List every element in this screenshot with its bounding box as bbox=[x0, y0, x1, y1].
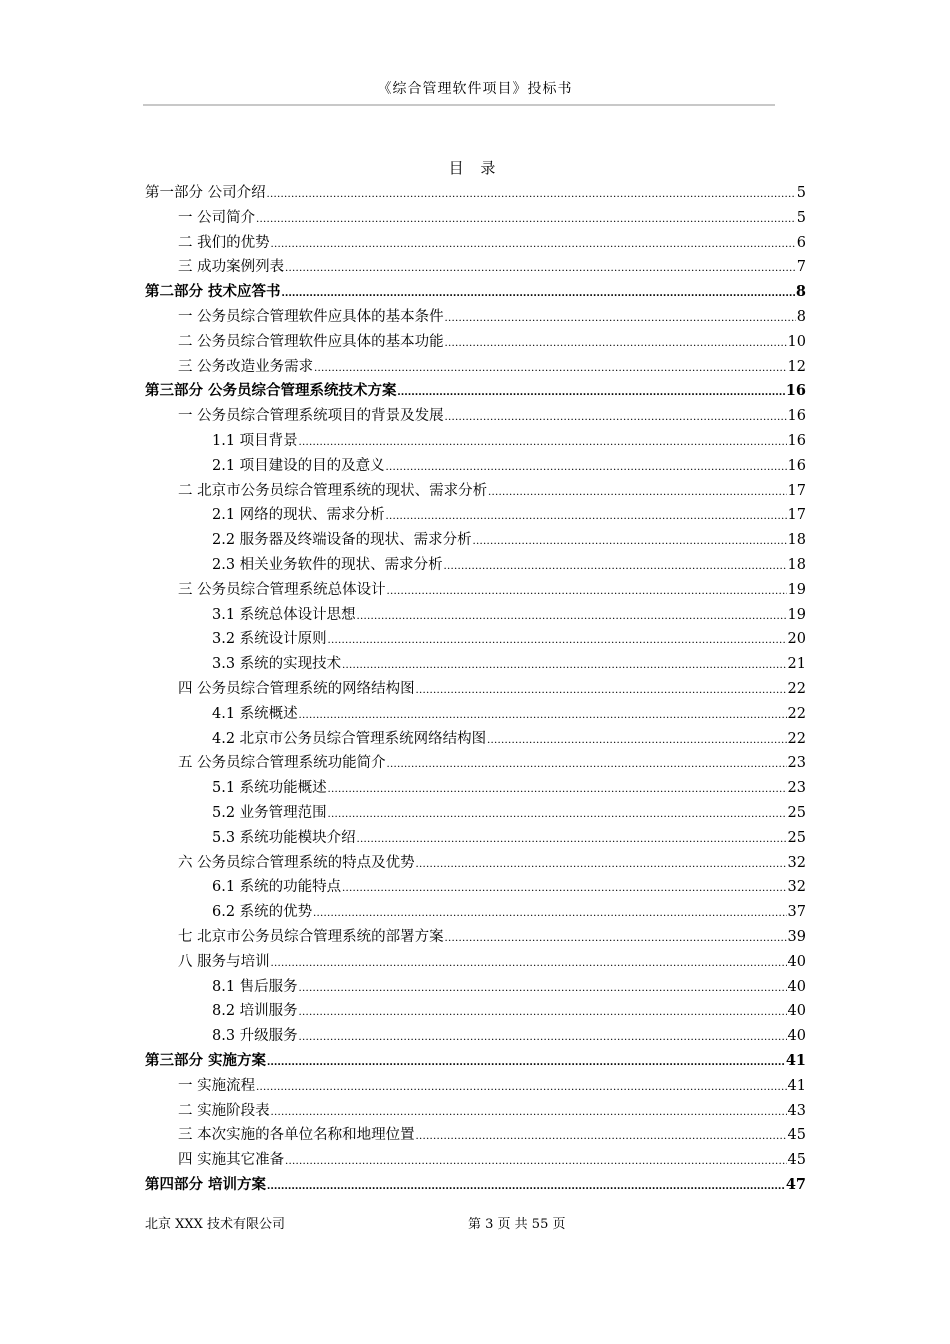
toc-dot-leader bbox=[386, 503, 787, 527]
toc-entry-page: 19 bbox=[787, 581, 806, 598]
toc-dot-leader bbox=[445, 330, 787, 354]
toc-entry-page: 18 bbox=[787, 557, 806, 573]
toc-dot-leader bbox=[271, 1099, 787, 1123]
toc-dot-leader bbox=[398, 379, 785, 403]
toc-entry-page: 17 bbox=[787, 482, 806, 499]
toc-entry-page: 40 bbox=[787, 1028, 806, 1045]
toc-entry-label: 2.2 服务器及终端设备的现状、需求分析 bbox=[212, 532, 472, 549]
toc-dot-leader bbox=[328, 801, 787, 825]
toc-entry-label: 8.3 升级服务 bbox=[212, 1028, 298, 1045]
toc-entry[interactable] bbox=[178, 231, 806, 255]
toc-entry-page: 20 bbox=[787, 631, 806, 648]
toc-entry-page: 41 bbox=[787, 1077, 806, 1094]
toc-dot-leader bbox=[314, 355, 786, 379]
toc-entry-page: 45 bbox=[787, 1127, 806, 1144]
toc-entry[interactable] bbox=[178, 950, 806, 974]
toc-entry-label: 第三部分 实施方案 bbox=[145, 1052, 267, 1069]
toc-entry-page: 25 bbox=[787, 829, 806, 846]
footer-company: 北京 XXX 技术有限公司 bbox=[145, 1217, 286, 1232]
toc-entry[interactable] bbox=[212, 1024, 806, 1048]
toc-entry-label: 第三部分 公务员综合管理系统技术方案 bbox=[145, 382, 397, 400]
toc-dot-leader bbox=[487, 727, 786, 751]
toc-entry[interactable] bbox=[178, 1099, 806, 1123]
toc-entry-page: 47 bbox=[785, 1176, 806, 1193]
toc-dot-leader bbox=[271, 950, 787, 974]
toc-entry-label: 4.1 系统概述 bbox=[212, 705, 298, 722]
toc-dot-leader bbox=[267, 181, 796, 205]
toc-entry[interactable] bbox=[178, 851, 806, 875]
toc-entry-label: 二 北京市公务员综合管理系统的现状、需求分析 bbox=[178, 482, 488, 499]
toc-entry[interactable] bbox=[212, 975, 806, 999]
toc-entry[interactable] bbox=[145, 280, 806, 304]
toc-entry-page: 23 bbox=[787, 755, 806, 772]
toc-entry[interactable] bbox=[178, 578, 806, 602]
toc-dot-leader bbox=[328, 776, 787, 800]
document-header-title: 《综合管理软件项目》投标书 bbox=[377, 81, 573, 97]
toc-dot-leader bbox=[473, 528, 787, 552]
toc-entry[interactable] bbox=[212, 454, 806, 478]
toc-entry[interactable] bbox=[145, 1173, 806, 1197]
toc-dot-leader bbox=[256, 206, 796, 230]
toc-dot-leader bbox=[299, 975, 787, 999]
toc-entry-page: 16 bbox=[787, 433, 806, 449]
toc-entry[interactable] bbox=[212, 652, 806, 676]
toc-dot-leader bbox=[386, 454, 787, 478]
toc-dot-leader bbox=[357, 603, 787, 627]
toc-dot-leader bbox=[299, 702, 787, 726]
toc-dot-leader bbox=[342, 652, 786, 676]
toc-entry-label: 七 北京市公务员综合管理系统的部署方案 bbox=[178, 929, 444, 945]
toc-entry-label: 6.1 系统的功能特点 bbox=[212, 879, 342, 896]
toc-entry-page: 19 bbox=[787, 606, 806, 623]
toc-dot-leader bbox=[416, 1123, 787, 1147]
footer-page-info: 第 3 页 共 55 页 bbox=[468, 1217, 566, 1232]
toc-entry[interactable] bbox=[212, 627, 806, 651]
toc-entry-label: 三 公务改造业务需求 bbox=[178, 358, 314, 375]
toc-entry-label: 3.1 系统总体设计思想 bbox=[212, 606, 356, 623]
toc-entry-label: 2.1 网络的现状、需求分析 bbox=[212, 507, 385, 524]
toc-entry-page: 18 bbox=[787, 532, 806, 549]
toc-entry-page: 7 bbox=[796, 259, 806, 276]
toc-entry-page: 10 bbox=[787, 333, 806, 350]
toc-entry[interactable] bbox=[212, 900, 806, 924]
toc-entry[interactable] bbox=[212, 702, 806, 726]
toc-entry-page: 37 bbox=[787, 904, 806, 921]
toc-title: 目 录 bbox=[448, 159, 502, 177]
toc-dot-leader bbox=[285, 1148, 786, 1172]
toc-dot-leader bbox=[445, 305, 796, 329]
toc-entry[interactable] bbox=[212, 776, 806, 800]
toc-dot-leader bbox=[299, 999, 787, 1023]
toc-dot-leader bbox=[267, 1049, 785, 1073]
toc-dot-leader bbox=[416, 677, 787, 701]
toc-entry-page: 25 bbox=[787, 805, 806, 821]
toc-entry[interactable] bbox=[212, 801, 806, 825]
toc-entry-label: 八 服务与培训 bbox=[178, 953, 270, 970]
toc-dot-leader bbox=[267, 1173, 785, 1197]
toc-entry-label: 二 公务员综合管理软件应具体的基本功能 bbox=[178, 333, 444, 350]
toc-entry-label: 二 我们的优势 bbox=[178, 234, 270, 251]
toc-entry-label: 8.2 培训服务 bbox=[212, 1003, 298, 1020]
toc-entry-label: 三 成功案例列表 bbox=[178, 259, 285, 276]
toc-entry-label: 6.2 系统的优势 bbox=[212, 904, 313, 921]
toc-entry[interactable] bbox=[145, 181, 806, 205]
toc-entry-page: 43 bbox=[787, 1102, 806, 1119]
toc-entry[interactable] bbox=[178, 305, 806, 329]
toc-dot-leader bbox=[357, 826, 787, 850]
toc-dot-leader bbox=[271, 231, 796, 255]
toc-dot-leader bbox=[445, 404, 787, 428]
toc-entry[interactable] bbox=[178, 330, 806, 354]
toc-entry[interactable] bbox=[178, 255, 806, 279]
toc-entry[interactable] bbox=[178, 751, 806, 775]
toc-entry-label: 四 公务员综合管理系统的网络结构图 bbox=[178, 681, 415, 697]
toc-entry-label: 一 公务员综合管理软件应具体的基本条件 bbox=[178, 309, 444, 325]
toc-entry[interactable] bbox=[145, 1049, 806, 1073]
toc-dot-leader bbox=[488, 479, 786, 503]
toc-entry-page: 16 bbox=[785, 382, 806, 400]
toc-entry-page: 8 bbox=[796, 309, 806, 325]
header-divider bbox=[143, 104, 775, 106]
toc-entry-page: 23 bbox=[787, 780, 806, 797]
toc-entry-page: 39 bbox=[787, 929, 806, 945]
toc-dot-leader bbox=[445, 925, 787, 949]
toc-entry[interactable] bbox=[212, 553, 806, 577]
toc-entry[interactable] bbox=[145, 379, 806, 403]
toc-entry-page: 5 bbox=[796, 209, 806, 226]
toc-entry-label: 一 公务员综合管理系统项目的背景及发展 bbox=[178, 408, 444, 425]
toc-entry-page: 45 bbox=[787, 1152, 806, 1169]
toc-entry-label: 2.1 项目建设的目的及意义 bbox=[212, 457, 385, 474]
toc-entry-label: 六 公务员综合管理系统的特点及优势 bbox=[178, 854, 415, 871]
toc-entry-label: 5.1 系统功能概述 bbox=[212, 780, 327, 797]
toc-entry-label: 一 实施流程 bbox=[178, 1077, 256, 1094]
toc-entry[interactable] bbox=[178, 925, 806, 949]
toc-dot-leader bbox=[313, 900, 786, 924]
toc-entry[interactable] bbox=[178, 1148, 806, 1172]
toc-entry-page: 40 bbox=[787, 1003, 806, 1020]
toc-entry-page: 8 bbox=[795, 283, 806, 301]
toc-dot-leader bbox=[342, 875, 786, 899]
toc-entry-label: 3.2 系统设计原则 bbox=[212, 631, 327, 648]
toc-entry-page: 22 bbox=[787, 681, 806, 697]
toc-entry-page: 16 bbox=[787, 408, 806, 425]
toc-dot-leader bbox=[416, 851, 787, 875]
toc-entry-label: 三 公务员综合管理系统总体设计 bbox=[178, 581, 386, 598]
toc-dot-leader bbox=[444, 553, 787, 577]
toc-entry-label: 四 实施其它准备 bbox=[178, 1152, 285, 1169]
toc-entry[interactable] bbox=[178, 1074, 806, 1098]
toc-entry-label: 三 本次实施的各单位名称和地理位置 bbox=[178, 1127, 415, 1144]
toc-dot-leader bbox=[256, 1074, 786, 1098]
toc-entry-page: 32 bbox=[787, 854, 806, 871]
toc-dot-leader bbox=[299, 429, 787, 453]
toc-dot-leader bbox=[285, 255, 796, 279]
toc-entry[interactable] bbox=[178, 355, 806, 379]
toc-entry-label: 一 公司简介 bbox=[178, 209, 256, 226]
toc-entry-page: 22 bbox=[787, 705, 806, 722]
toc-entry[interactable] bbox=[178, 404, 806, 428]
toc-dot-leader bbox=[299, 1024, 787, 1048]
toc-entry-label: 5.2 业务管理范围 bbox=[212, 805, 327, 821]
toc-entry-label: 第四部分 培训方案 bbox=[145, 1176, 267, 1193]
toc-entry-page: 32 bbox=[787, 879, 806, 896]
toc-dot-leader bbox=[328, 627, 787, 651]
toc-entry-label: 二 实施阶段表 bbox=[178, 1102, 270, 1119]
toc-entry[interactable] bbox=[212, 429, 806, 453]
toc-dot-leader bbox=[282, 280, 795, 304]
toc-entry-label: 五 公务员综合管理系统功能简介 bbox=[178, 755, 386, 772]
toc-entry[interactable] bbox=[212, 503, 806, 527]
toc-entry-label: 5.3 系统功能模块介绍 bbox=[212, 829, 356, 846]
toc-entry[interactable] bbox=[212, 603, 806, 627]
toc-entry[interactable] bbox=[178, 677, 806, 701]
toc-entry-page: 16 bbox=[787, 457, 806, 474]
toc-dot-leader bbox=[387, 578, 787, 602]
toc-entry-page: 12 bbox=[787, 358, 806, 375]
toc-entry-page: 5 bbox=[796, 185, 806, 201]
toc-entry[interactable] bbox=[212, 875, 806, 899]
toc-entry[interactable] bbox=[178, 1123, 806, 1147]
toc-entry[interactable] bbox=[212, 528, 806, 552]
toc-entry-label: 3.3 系统的实现技术 bbox=[212, 656, 342, 673]
toc-entry-label: 第一部分 公司介绍 bbox=[145, 185, 266, 201]
toc-entry-page: 17 bbox=[787, 507, 806, 524]
toc-entry[interactable] bbox=[212, 727, 806, 751]
toc-entry[interactable] bbox=[178, 479, 806, 503]
toc-entry-page: 22 bbox=[787, 730, 806, 747]
toc-entry-page: 40 bbox=[787, 978, 806, 995]
toc-entry-page: 21 bbox=[787, 656, 806, 673]
toc-entry-label: 1.1 项目背景 bbox=[212, 433, 298, 449]
toc-entry-label: 第二部分 技术应答书 bbox=[145, 283, 281, 301]
toc-entry-page: 40 bbox=[787, 953, 806, 970]
toc-entry[interactable] bbox=[212, 999, 806, 1023]
toc-entry-page: 41 bbox=[785, 1052, 806, 1069]
toc-entry[interactable] bbox=[178, 206, 806, 230]
toc-dot-leader bbox=[387, 751, 787, 775]
toc-entry-label: 2.3 相关业务软件的现状、需求分析 bbox=[212, 557, 443, 573]
toc-entry[interactable] bbox=[212, 826, 806, 850]
toc-entry-label: 8.1 售后服务 bbox=[212, 978, 298, 995]
toc-entry-page: 6 bbox=[796, 234, 806, 251]
toc-entry-label: 4.2 北京市公务员综合管理系统网络结构图 bbox=[212, 730, 487, 747]
